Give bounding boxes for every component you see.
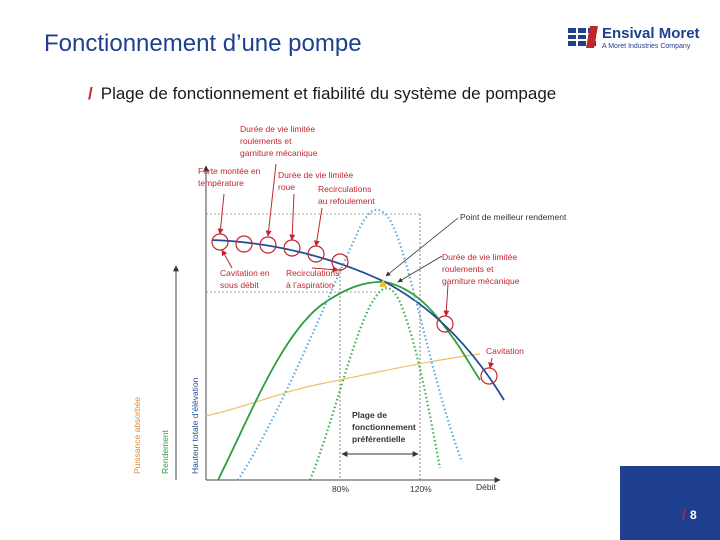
circle-head-2 xyxy=(236,236,252,252)
logo-name: Ensival Moret xyxy=(602,25,700,42)
label-cav-low-1: Cavitation en xyxy=(220,268,270,278)
logo-mark-icon xyxy=(568,26,598,48)
label-bep: Point de meilleur rendement xyxy=(460,212,567,222)
label-range-2: fonctionnement xyxy=(352,422,416,432)
label-cavitation: Cavitation xyxy=(486,346,524,356)
pump-operating-diagram xyxy=(100,116,620,526)
y-axis-efficiency-label: Rendement xyxy=(160,430,170,474)
page-slash: / xyxy=(682,506,686,522)
x-tick-120: 120% xyxy=(410,484,432,494)
power-curve xyxy=(206,354,480,416)
label-cav-low-2: sous débit xyxy=(220,280,259,290)
circle-head-1 xyxy=(212,234,228,250)
arrow-cavitation xyxy=(490,358,492,368)
label-life-right-1: Durée de vie limitée xyxy=(442,252,518,262)
label-recirc-suction-1: Recirculations xyxy=(286,268,340,278)
label-life-wheel-1: Durée de vie limitée xyxy=(278,170,354,180)
subtitle xyxy=(88,84,556,104)
label-temp-rise-1: Forte montée en xyxy=(198,166,261,176)
arrow-cav-low xyxy=(222,250,232,268)
y-axis-power-label: Puissance absorbée xyxy=(132,396,142,474)
arrow-life-right xyxy=(446,284,448,316)
label-life-right-3: garniture mécanique xyxy=(442,276,520,286)
logo-tagline: A Moret Industries Company xyxy=(602,43,691,50)
label-recirc-suction-2: à l’aspiration xyxy=(286,280,334,290)
label-life-bearings-1: Durée de vie limitée xyxy=(240,124,316,134)
label-life-right-2: roulements et xyxy=(442,264,494,274)
arrow-life-bearings xyxy=(268,164,276,236)
arrow-life-wheel xyxy=(292,194,294,240)
blue-dotted-bell-curve xyxy=(238,210,462,480)
label-life-bearings-3: garniture mécanique xyxy=(240,148,318,158)
subtitle-text: Plage de fonctionnement et fiabilité du système de pompage xyxy=(100,84,557,103)
company-logo xyxy=(568,26,708,52)
label-recirc-discharge-2: au refoulement xyxy=(318,196,375,206)
x-axis-label: Débit xyxy=(476,482,496,492)
label-range-1: Plage de xyxy=(352,410,387,420)
label-life-bearings-2: roulements et xyxy=(240,136,292,146)
efficiency-curve xyxy=(218,282,480,480)
label-life-wheel-2: roue xyxy=(278,182,296,192)
circle-right-life xyxy=(437,316,453,332)
page-corner-shape xyxy=(620,466,720,540)
label-range-3: préférentielle xyxy=(352,434,406,444)
label-recirc-discharge-1: Recirculations xyxy=(318,184,372,194)
slide-title: Fonctionnement d’une pompe xyxy=(44,30,362,57)
page-number: 8 xyxy=(690,508,697,522)
label-temp-rise-2: température xyxy=(198,178,244,188)
x-tick-80: 80% xyxy=(332,484,350,494)
bullet-mark: / xyxy=(88,84,93,103)
y-axis-head-label: Hauteur totale d’élévation xyxy=(190,377,200,474)
